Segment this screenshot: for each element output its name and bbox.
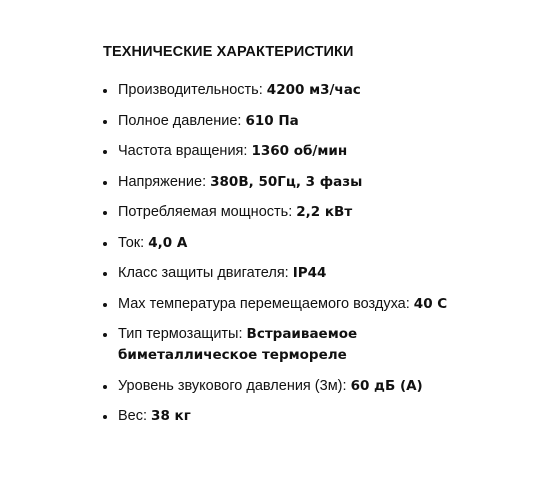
spec-label: Потребляемая мощность:	[118, 204, 297, 220]
spec-item-rotation-speed	[103, 141, 523, 162]
spec-item-thermal-protection	[103, 324, 378, 366]
spec-label: Вес:	[118, 408, 152, 424]
spec-value: 60 дБ (А)	[350, 377, 423, 394]
spec-item-pressure	[103, 111, 523, 132]
specs-list	[103, 80, 523, 427]
spec-value: 4,0 А	[148, 234, 188, 251]
spec-label: Класс защиты двигателя:	[118, 265, 293, 281]
spec-item-sound-pressure	[103, 376, 523, 397]
spec-item-power	[103, 202, 523, 223]
spec-item-max-air-temperature	[103, 294, 523, 315]
spec-label: Ток:	[118, 234, 149, 251]
spec-label: Частота вращения:	[118, 143, 252, 159]
spec-value: 610 Па	[245, 112, 299, 129]
spec-label: Мах температура перемещаемого воздуха:	[118, 295, 414, 312]
spec-label: Тип термозащиты:	[118, 326, 247, 342]
technical-specs-section	[103, 43, 523, 437]
spec-item-motor-protection	[103, 263, 523, 284]
spec-value: IP44	[292, 265, 327, 281]
spec-item-current	[103, 233, 523, 254]
spec-value: Встраиваемое биметаллическое термореле	[118, 326, 358, 363]
spec-value: 1360 об/мин	[251, 143, 348, 159]
spec-label: Уровень звукового давления (3м):	[118, 377, 351, 394]
spec-label: Производительность:	[118, 82, 267, 98]
spec-item-voltage	[103, 172, 523, 193]
spec-item-capacity	[103, 80, 523, 101]
spec-value: 380В, 50Гц, 3 фазы	[210, 173, 363, 190]
specs-title: ТЕХНИЧЕСКИЕ ХАРАКТЕРИСТИКИ	[103, 44, 354, 60]
spec-value: 38 кг	[151, 408, 191, 424]
spec-item-weight	[103, 406, 523, 427]
spec-value: 4200 м3/час	[266, 82, 361, 98]
spec-label: Напряжение:	[118, 173, 211, 190]
spec-value: 2,2 кВт	[296, 204, 353, 220]
spec-label: Полное давление:	[118, 112, 246, 129]
spec-value: 40 С	[413, 295, 448, 312]
